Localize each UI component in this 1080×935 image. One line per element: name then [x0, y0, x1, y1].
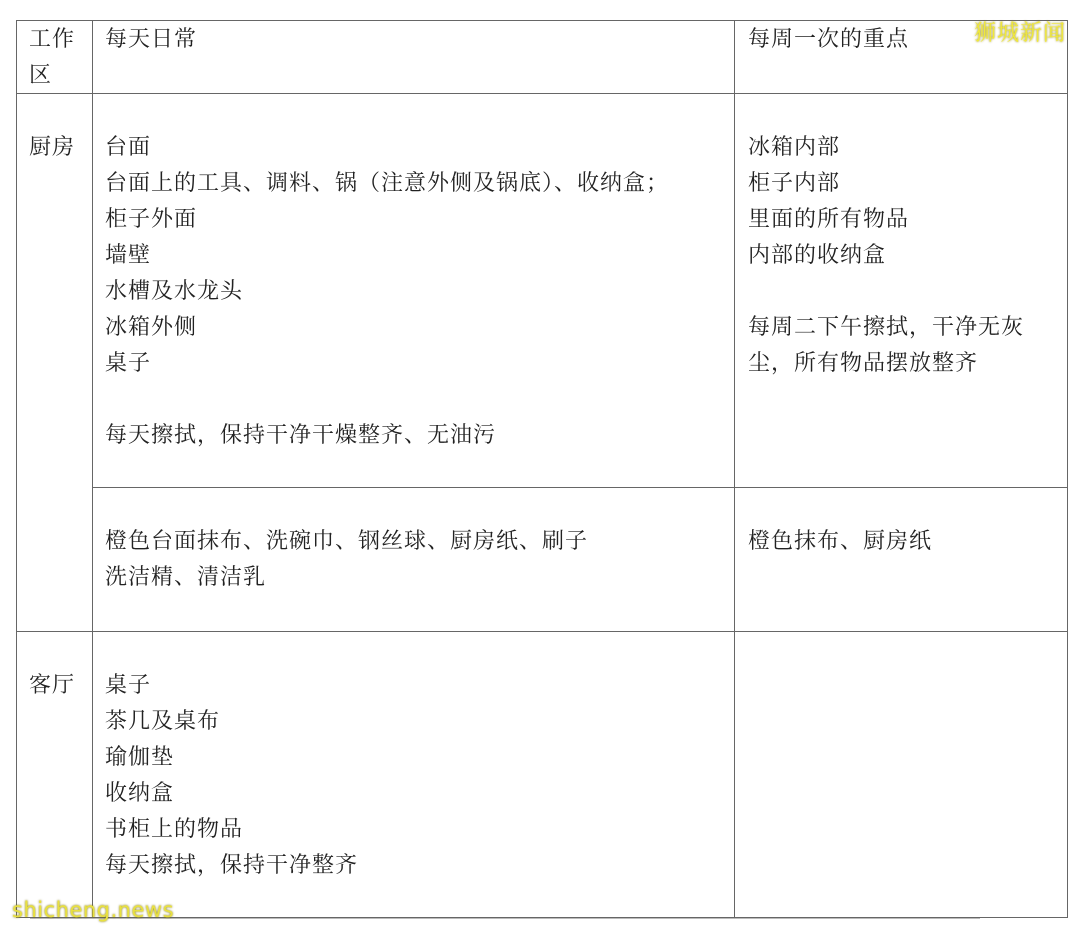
- living-room-label-text: 客厅: [29, 673, 76, 698]
- list-item: 里面的所有物品: [748, 207, 910, 232]
- kitchen-daily-list: [105, 130, 669, 454]
- spacer: [748, 274, 1024, 310]
- list-item: 冰箱内部: [748, 135, 841, 160]
- kitchen-weekly-note-line-2: 尘，所有物品摆放整齐: [748, 351, 979, 376]
- list-item: 桌子: [105, 673, 152, 698]
- header-daily-label: 每天日常: [105, 27, 198, 52]
- kitchen-tools-weekly: [748, 524, 932, 560]
- kitchen-label: [29, 130, 75, 166]
- kitchen-tools-divider: [92, 487, 1068, 488]
- kitchen-weekly-list: [748, 130, 1024, 382]
- living-room-label: [29, 668, 75, 704]
- list-item: 内部的收纳盒: [748, 243, 887, 268]
- header-weekly: [748, 22, 909, 58]
- living-room-divider: [16, 631, 1068, 632]
- watermark-top-right: 狮城新闻: [973, 21, 1066, 46]
- list-item: 书柜上的物品: [105, 817, 244, 842]
- spacer: [105, 382, 669, 418]
- kitchen-weekly-note-line-1: 每周二下午擦拭，干净无灰: [748, 315, 1025, 340]
- header-daily: [105, 22, 197, 58]
- column-divider-weekly: [734, 20, 735, 918]
- list-item: 柜子外面: [105, 207, 198, 232]
- list-item: 柜子内部: [748, 171, 841, 196]
- kitchen-label-text: 厨房: [29, 135, 76, 160]
- watermark-bottom-left: shicheng.news: [12, 898, 175, 922]
- list-item: 洗洁精、清洁乳: [105, 565, 267, 590]
- list-item: 台面: [105, 135, 152, 160]
- list-item: 收纳盒: [105, 781, 175, 806]
- list-item: 茶几及桌布: [105, 709, 221, 734]
- kitchen-daily-note: 每天擦拭，保持干净干燥整齐、无油污: [105, 423, 497, 448]
- list-item: 水槽及水龙头: [105, 279, 244, 304]
- list-item: 每天擦拭，保持干净整齐: [105, 853, 359, 878]
- header-area: [29, 22, 75, 94]
- list-item: 瑜伽垫: [105, 745, 175, 770]
- living-room-daily-list: [105, 668, 358, 884]
- header-row-divider: [16, 93, 1068, 94]
- list-item: 台面上的工具、调料、锅（注意外侧及锅底）、收纳盒；: [105, 171, 670, 196]
- list-item: 桌子: [105, 351, 152, 376]
- header-area-line-2: 区: [29, 63, 53, 88]
- list-item: 橙色抹布、厨房纸: [748, 529, 933, 554]
- list-item: 墙壁: [105, 243, 152, 268]
- header-weekly-label: 每周一次的重点: [748, 27, 910, 52]
- list-item: 冰箱外侧: [105, 315, 198, 340]
- column-divider-area: [92, 20, 93, 918]
- header-area-line-1: 工作: [29, 27, 76, 52]
- list-item: 橙色台面抹布、洗碗巾、钢丝球、厨房纸、刷子: [105, 529, 589, 554]
- kitchen-tools-daily: [105, 524, 588, 596]
